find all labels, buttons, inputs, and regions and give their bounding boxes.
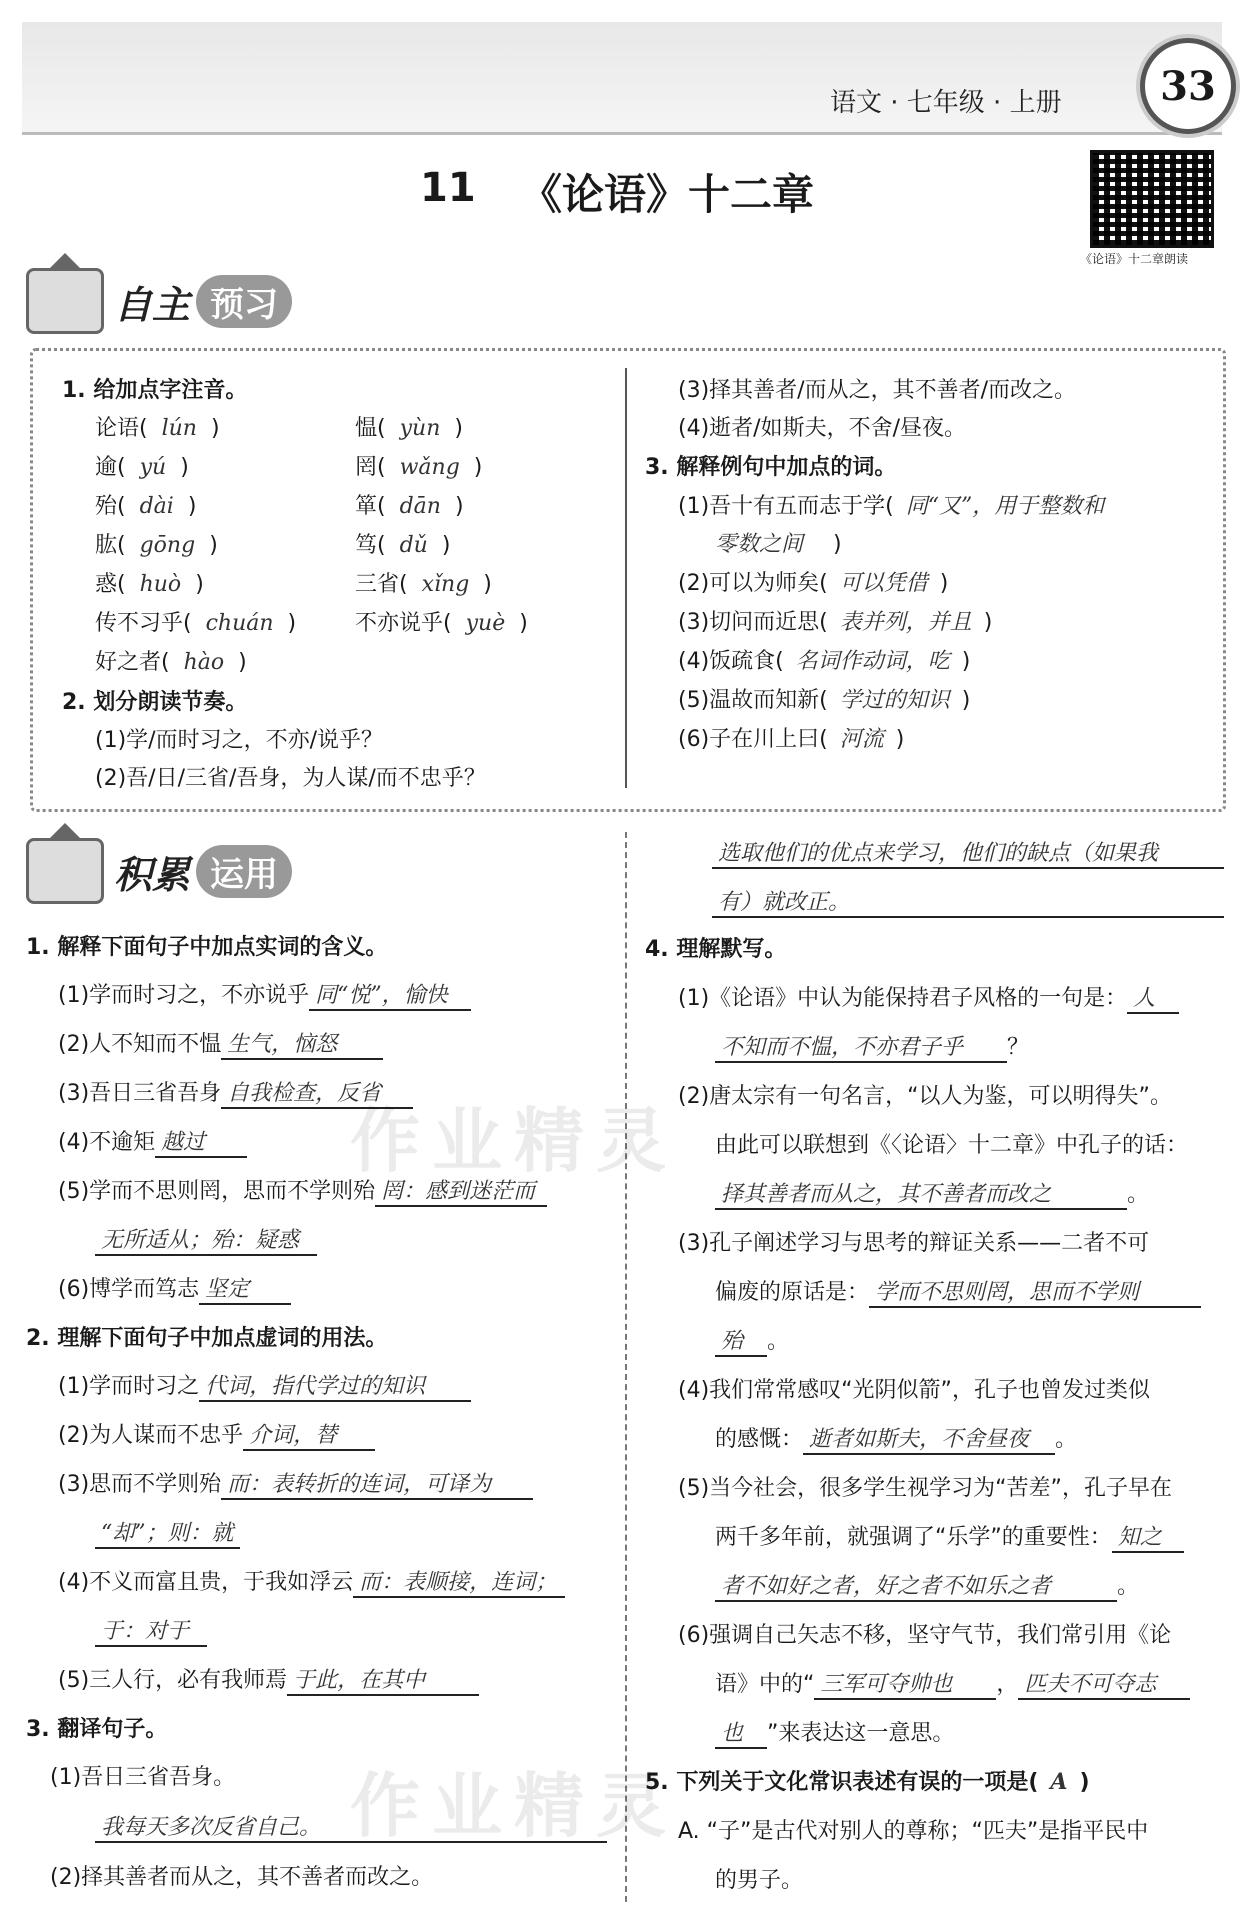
q5-answer: A (1050, 1769, 1068, 1795)
preview-title-a: 自主 (114, 282, 191, 327)
pinyin-item: 肱( gōng ) (95, 533, 218, 558)
preview-q2-item: (4)逝者/如斯夫，不舍/昼夜。 (678, 416, 966, 441)
practice-q4-line: (3)孔子阐述学习与思考的辩证关系——二者不可 (678, 1231, 1150, 1256)
practice-q4-line: 殆 。 (715, 1324, 789, 1357)
preview-q2-item: (1)学/而时习之，不亦/说乎？ (95, 728, 383, 753)
pinyin-item: 罔( wǎng ) (355, 455, 483, 480)
practice-q1-item: (1)学而时习之，不亦说乎 同“悦”，愉快 (58, 978, 471, 1011)
preview-q3-item: (3)切问而近思( 表并列，并且 ) (678, 610, 993, 635)
preview-section-header (26, 268, 292, 334)
column-divider (625, 832, 627, 1902)
practice-q2-item-cont: 于：对于 (95, 1614, 207, 1647)
practice-q2-title: 2. 理解下面句子中加点虚词的用法。 (26, 1326, 388, 1351)
lesson-title: 《论语》十二章 (520, 170, 815, 219)
practice-q2-item: (1)学而时习之 代词，指代学过的知识 (58, 1369, 471, 1402)
practice-q4-line: 两千多年前，就强调了“乐学”的重要性： 知之 (715, 1520, 1184, 1553)
practice-q1-item: (4)不逾矩 越过 (58, 1125, 247, 1158)
backpack-icon (26, 838, 104, 904)
preview-q2-title: 2. 划分朗读节奏。 (62, 690, 248, 715)
pinyin-item: 传不习乎( chuán ) (95, 611, 297, 636)
page-number-badge (1140, 38, 1236, 134)
practice-q2-item: (3)思而不学则殆 而：表转折的连词，可译为 (58, 1467, 533, 1500)
practice-q1-item: (6)博学而笃志 坚定 (58, 1272, 291, 1305)
lesson-number: 11 (420, 165, 476, 211)
pinyin-item: 逾( yú ) (95, 455, 189, 480)
practice-q3-item: (2)择其善者而从之，其不善者而改之。 (50, 1865, 434, 1890)
practice-q4-line: (2)唐太宗有一句名言，“以人为鉴，可以明得失”。 (678, 1084, 1172, 1109)
practice-q4-line: 由此可以联想到《〈论语〉十二章》中孔子的话： (715, 1133, 1189, 1158)
watermark: 作业精灵 (350, 1100, 678, 1182)
practice-q4-line: 择其善者而从之，其不善者而改之 。 (715, 1177, 1149, 1210)
practice-q3-item: (1)吾日三省吾身。 (50, 1765, 236, 1790)
pinyin-left-list (95, 411, 296, 684)
practice-q2-item: (4)不义而富且贵，于我如浮云 而：表顺接，连词； (58, 1565, 565, 1598)
practice-q4-line: (6)强调自己矢志不移，坚守气节，我们常引用《论 (678, 1623, 1172, 1648)
preview-q3-item: (1)吾十有五而志于学( 同“又”，用于整数和 (678, 494, 1105, 519)
preview-q2-item: (2)吾/日/三省/吾身，为人谋/而不忠乎？ (95, 766, 486, 791)
practice-q2-item: (5)三人行，必有我师焉 于此，在其中 (58, 1663, 479, 1696)
qr-code[interactable] (1090, 150, 1214, 248)
practice-q3-answer-cont: 有）就改正。 (712, 885, 1224, 918)
practice-q5-title: 5. 下列关于文化常识表述有误的一项是( A ) (645, 1769, 1090, 1795)
school-icon (26, 268, 104, 334)
preview-q3-item: (6)子在川上曰( 河流 ) (678, 727, 905, 752)
preview-title-b: 预习 (196, 275, 292, 328)
subject-label: 语文 · 七年级 · 上册 (830, 88, 1062, 118)
practice-q1-item: (5)学而不思则罔，思而不学则殆 罔：感到迷茫而 (58, 1174, 547, 1207)
preview-q3-item-cont: 零数之间 ) (715, 532, 842, 557)
preview-q3-item: (2)可以为师矣( 可以凭借 ) (678, 571, 949, 596)
pinyin-item: 三省( xǐng ) (355, 572, 492, 597)
practice-q4-title: 4. 理解默写。 (645, 937, 787, 962)
qr-caption: 《论语》十二章朗读 (1080, 252, 1189, 266)
practice-q2-item-cont: “却”；则：就 (95, 1516, 240, 1549)
preview-q3-item: (5)温故而知新( 学过的知识 ) (678, 688, 971, 713)
preview-divider (625, 368, 627, 788)
pinyin-item: 愠( yùn ) (355, 416, 463, 441)
preview-q1-title: 1. 给加点字注音。 (62, 378, 248, 403)
practice-q4-line: (5)当今社会，很多学生视学习为“苦差”，孔子早在 (678, 1476, 1172, 1501)
practice-q1-item: (3)吾日三省吾身 自我检查，反省 (58, 1076, 413, 1109)
practice-q5-option: 的男子。 (715, 1868, 804, 1893)
practice-q4-line: 语》中的“ 三军可夺帅也 ， 匹夫不可夺志 (715, 1667, 1190, 1700)
practice-q1-title: 1. 解释下面句子中加点实词的含义。 (26, 935, 388, 960)
watermark: 作业精灵 (350, 1765, 678, 1847)
pinyin-right-list (355, 411, 528, 645)
practice-q3-answer-cont: 选取他们的优点来学习，他们的缺点（如果我 (712, 836, 1224, 869)
page-number: 33 (1160, 62, 1216, 110)
practice-q4-line: 的感慨： 逝者如斯夫，不舍昼夜 。 (715, 1422, 1077, 1455)
pinyin-item: 论语( lún ) (95, 416, 220, 441)
preview-q3-item: (4)饭疏食( 名词作动词，吃 ) (678, 649, 971, 674)
practice-q5-option: A. “子”是古代对别人的尊称；“匹夫”是指平民中 (678, 1819, 1149, 1844)
pinyin-item: 箪( dān ) (355, 494, 464, 519)
practice-q2-item: (2)为人谋而不忠乎 介词，替 (58, 1418, 375, 1451)
practice-title-b: 运用 (196, 845, 292, 898)
practice-q4-line: (4)我们常常感叹“光阴似箭”，孔子也曾发过类似 (678, 1378, 1150, 1403)
practice-q4-line: (1)《论语》中认为能保持君子风格的一句是： 人 (678, 981, 1179, 1014)
practice-q4-line: 者不如好之者，好之者不如乐之者 。 (715, 1569, 1139, 1602)
pinyin-item: 惑( huò ) (95, 572, 204, 597)
practice-q4-line: 不知而不愠，不亦君子乎 ？ (715, 1030, 1029, 1063)
practice-q4-line: 偏废的原话是： 学而不思则罔，思而不学则 (715, 1275, 1201, 1308)
preview-q2-item: (3)择其善者/而从之，其不善者/而改之。 (678, 378, 1076, 403)
pinyin-item: 不亦说乎( yuè ) (355, 611, 528, 636)
practice-q4-line: 也 ”来表达这一意思。 (715, 1716, 954, 1749)
practice-section-header (26, 838, 292, 904)
pinyin-item: 殆( dài ) (95, 494, 197, 519)
pinyin-item: 好之者( hào ) (95, 650, 247, 675)
practice-title-a: 积累 (114, 852, 191, 897)
practice-q1-item-cont: 无所适从；殆：疑惑 (95, 1223, 317, 1256)
pinyin-item: 笃( dǔ ) (355, 533, 451, 558)
practice-q3-title: 3. 翻译句子。 (26, 1717, 168, 1742)
practice-q3-answer: 我每天多次反省自己。 (95, 1810, 607, 1843)
practice-q1-item: (2)人不知而不愠 生气，恼怒 (58, 1027, 383, 1060)
preview-q3-title: 3. 解释例句中加点的词。 (645, 455, 897, 480)
